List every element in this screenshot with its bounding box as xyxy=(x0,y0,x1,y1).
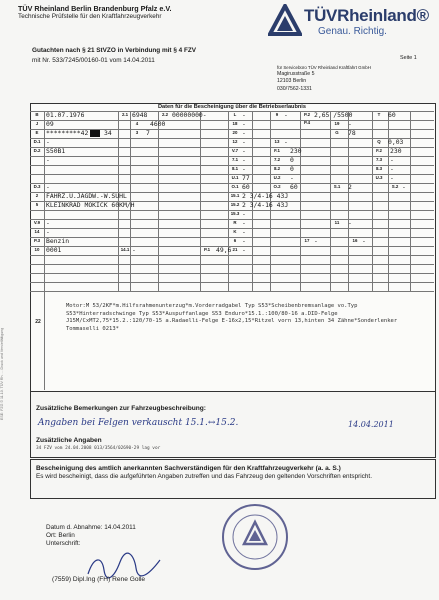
field-value: - xyxy=(402,183,406,191)
field-value: - xyxy=(242,156,246,164)
field-value: *********42 xyxy=(46,129,89,137)
address-street: Magirusstraße 5 xyxy=(277,71,315,78)
field-code: V.9 xyxy=(33,220,41,225)
gutachten-number: mit Nr. 533/7245/00160-01 vom 14.04.2011 xyxy=(32,57,155,64)
field-code: S.1 xyxy=(333,184,341,189)
field-code: L xyxy=(233,112,237,117)
field-code: O.1 xyxy=(231,184,239,189)
field-value: 60 xyxy=(242,183,250,191)
redaction-block xyxy=(90,130,100,137)
field-value: - xyxy=(390,165,394,173)
table-col-line xyxy=(44,111,45,291)
remark-code: 22 xyxy=(35,319,41,325)
field-code: U.2 xyxy=(273,175,281,180)
field-code: 10 xyxy=(34,247,40,252)
org-subtitle: Technische Prüfstelle für den Kraftfahrzeugverkehr xyxy=(18,13,162,20)
field-code: 18 xyxy=(232,121,238,126)
table-row-line xyxy=(30,264,434,265)
field-code: 2 xyxy=(35,193,39,198)
field-value: 2 3/4-16 43J xyxy=(242,192,289,200)
field-code: 2.1 xyxy=(121,112,129,117)
field-value: - xyxy=(242,219,246,227)
field-code: 17 xyxy=(304,238,310,243)
field-code: 15.1 xyxy=(230,193,240,198)
field-value: - xyxy=(242,129,246,137)
table-col-line xyxy=(330,111,331,291)
field-value: 77 xyxy=(242,174,250,182)
field-value: - xyxy=(242,246,246,254)
field-code: 14.1 xyxy=(120,247,130,252)
field-value: KLEINKRAD MOKICK 60KM/H xyxy=(46,201,135,209)
field-code: 9 xyxy=(275,112,279,117)
field-value: - xyxy=(242,228,246,236)
field-code: 15.2 xyxy=(230,202,240,207)
field-code: 7.2 xyxy=(273,157,281,162)
field-code: J xyxy=(35,121,39,126)
official-stamp xyxy=(220,502,290,572)
gutachten-title: Gutachten nach § 21 StVZO in Verbindung mit § 4 FZV xyxy=(32,47,197,54)
field-value: - xyxy=(390,156,394,164)
field-code: 13 xyxy=(274,139,280,144)
field-code: 21 xyxy=(232,247,238,252)
field-code: P.2 P.4 xyxy=(303,112,311,125)
field-code: G xyxy=(335,130,339,135)
bescheinigung-text: Es wird bescheinigt, dass die aufgeführten Angaben zutreffen und das Fahrzeug den geltenden Vorschriften entspricht. xyxy=(36,473,372,480)
table-col-line xyxy=(158,111,159,291)
unterschrift-label: Unterschrift: xyxy=(46,540,81,548)
field-code: B xyxy=(35,112,39,117)
field-code: 16 xyxy=(352,238,358,243)
field-value: - xyxy=(46,219,50,227)
field-code: P.1 xyxy=(203,247,211,252)
field-value: - xyxy=(242,210,246,218)
tuv-logo-triangle-icon xyxy=(268,4,302,36)
field-code: T xyxy=(377,112,381,117)
field-value: 230 xyxy=(390,147,402,155)
address-city: 12103 Berlin xyxy=(277,78,307,85)
field-code: D.1 xyxy=(33,139,41,144)
field-code: O.2 xyxy=(273,184,281,189)
datum-abnahme: Datum d. Abnahme: 14.04.2011 xyxy=(46,524,136,531)
field-code: 3 xyxy=(135,130,139,135)
field-code: 11 xyxy=(334,220,340,225)
table-row-line xyxy=(30,255,434,256)
ort: Ort: Berlin xyxy=(46,532,75,540)
bescheinigung-block xyxy=(36,465,431,481)
field-value: 2 3/4-16 43J xyxy=(242,201,289,209)
field-code: 2.2 xyxy=(161,112,169,117)
table-row-line xyxy=(30,291,434,292)
angaben-text: 34 FZV vom 24.04.2008 013/3564/02690-29 lag vor xyxy=(36,446,161,451)
office-address xyxy=(277,64,371,93)
field-value: 60 xyxy=(290,183,298,191)
logo-wordmark: TÜVRheinland® xyxy=(304,6,429,25)
field-code: 7.3 xyxy=(375,157,383,162)
field-code: 14 xyxy=(34,229,40,234)
field-value: - xyxy=(132,246,136,254)
field-value: 6948 xyxy=(132,111,148,119)
field-value: - xyxy=(390,174,394,182)
field-value: - xyxy=(242,237,246,245)
bescheinigung-title: Bescheinigung des amtlich anerkannten Sachverständigen für den Kraftfahrzeugverkehr (a. a. S.) xyxy=(36,465,341,472)
field-value: - xyxy=(314,237,318,245)
page-number: Seite 1 xyxy=(400,55,417,61)
field-value: 4600 xyxy=(150,120,166,128)
table-row-line xyxy=(30,273,434,274)
field-code: F.2 xyxy=(376,148,382,153)
field-code: R xyxy=(233,220,237,225)
field-code: 8.1 xyxy=(231,166,239,171)
field-value: - xyxy=(46,228,50,236)
field-value: - xyxy=(290,174,294,182)
handwritten-note: Angaben bei Felgen verkauscht 15.1.↔15.2. xyxy=(38,418,239,428)
field-code: Q xyxy=(377,139,381,144)
field-code: 8.2 xyxy=(273,166,281,171)
field-code: S.2 xyxy=(391,184,399,189)
field-value: - xyxy=(46,183,50,191)
field-value: Benzin xyxy=(46,237,70,245)
field-code: 12 xyxy=(232,139,238,144)
field-value: - xyxy=(362,237,366,245)
field-value: 0,03 xyxy=(388,138,404,146)
field-value: - xyxy=(46,138,50,146)
field-value: 49,6 xyxy=(216,246,232,254)
field-code: 20 xyxy=(232,130,238,135)
table-col-line xyxy=(200,111,201,291)
field-code: P.3 xyxy=(33,238,41,243)
field-code: D.2 xyxy=(33,148,41,153)
field-value: - xyxy=(348,219,352,227)
field-value: - xyxy=(242,165,246,173)
field-code: E xyxy=(35,130,39,135)
remark-divider xyxy=(44,291,45,390)
address-phone: 030/7562-1331 xyxy=(277,85,312,92)
signature-block xyxy=(46,524,136,549)
field-value: 2,65 /5500 xyxy=(314,111,353,119)
table-row-line xyxy=(30,282,434,283)
field-value: 7 xyxy=(146,129,150,137)
field-value: S50B1 xyxy=(46,147,66,155)
field-value: 0 xyxy=(290,165,294,173)
field-code: 5 xyxy=(35,202,39,207)
field-value: 60 xyxy=(388,111,396,119)
field-value: 0001 xyxy=(46,246,62,254)
field-code: D.3 xyxy=(33,184,41,189)
field-code: 15.3 xyxy=(230,211,240,216)
angaben-title: Zusätzliche Angaben xyxy=(36,437,102,444)
handwritten-date: 14.04.2011 xyxy=(348,420,394,429)
field-value: - xyxy=(242,120,246,128)
field-code: F.1 xyxy=(274,148,280,153)
table-col-line xyxy=(348,111,349,291)
field-code: 8.3 xyxy=(375,166,383,171)
field-code: K xyxy=(233,229,237,234)
field-value: - xyxy=(284,138,288,146)
field-code: V.7 xyxy=(231,148,239,153)
logo-tagline: Genau. Richtig. xyxy=(318,26,387,37)
remark-text: Motor:M 53/2KF*m.Hilfsrahmenunterzug*m.Vorderradgabel Typ S53*Scheibenbremsanlage vo.Typ S53*Hinterradschwinge Typ S53*Auspuffanlage S53 Enduro*15.1.:100/80-16 a.DID-Felge J15M/CxMT2,75*15.2.:120/70-15 a.Radaelli-Felge E-16x2,15*Ritzel vorn 13,hinten 34 Zähne*Sonderlenker Tommaselli 0213* xyxy=(66,303,401,333)
field-code: 19 xyxy=(334,121,340,126)
field-value: 2 xyxy=(348,183,352,191)
field-value: FAHRZ.U.JAGDW.-W.SUHL xyxy=(46,192,127,200)
side-imprint: ESE: FZG © 11.10. TÜV Rh. ... Druck und Vervielfältigung xyxy=(0,327,4,420)
field-code: U.3 xyxy=(375,175,383,180)
field-value: 00000000- xyxy=(172,111,207,119)
field-value: 09 xyxy=(46,120,54,128)
bemerkungen-title: Zusätzliche Bemerkungen zur Fahrzeugbeschreibung: xyxy=(36,405,207,412)
field-value: 01.07.1976 xyxy=(46,111,85,119)
signer-name: (7559) Dipl.Ing (FH) Rene Golle xyxy=(52,576,146,583)
field-value: - xyxy=(242,111,246,119)
field-value: 34 xyxy=(104,129,112,137)
field-value: - xyxy=(242,138,246,146)
field-value: 230 xyxy=(290,147,302,155)
field-code: 7.1 xyxy=(231,157,239,162)
table-title: Daten für die Bescheinigung über die Betriebserlaubnis xyxy=(30,103,434,112)
field-value: - xyxy=(284,111,288,119)
field-value: - xyxy=(242,147,246,155)
table-col-line xyxy=(410,111,411,291)
field-code: U.1 xyxy=(231,175,239,180)
field-value: - xyxy=(348,120,352,128)
field-code: 6 xyxy=(233,238,237,243)
table-col-line xyxy=(300,111,301,291)
field-value: 78 xyxy=(348,129,356,137)
org-name: TÜV Rheinland Berlin Brandenburg Pfalz e.V. xyxy=(18,4,172,13)
field-code: 4 xyxy=(135,121,139,126)
address-office: für Servicebüro TÜV Rheinland Kraftfahrt GmbH xyxy=(277,65,371,70)
field-value: - xyxy=(46,156,50,164)
field-value: 0 xyxy=(290,156,294,164)
